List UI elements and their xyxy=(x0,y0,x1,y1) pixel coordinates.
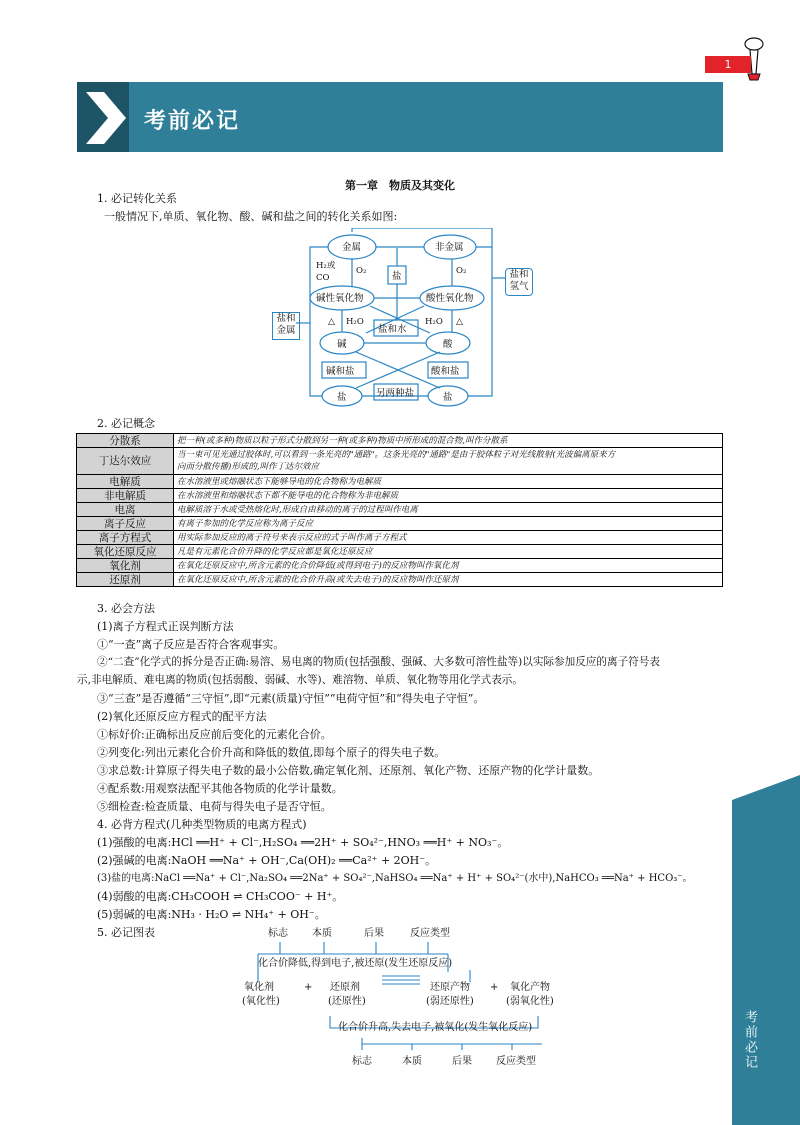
red-product-label: 还原产物 xyxy=(430,982,470,993)
co-label: CO xyxy=(316,273,330,283)
term-cell: 氧化还原反应 xyxy=(77,545,174,559)
table-row xyxy=(77,517,723,531)
section5-heading: 5. 必记图表 xyxy=(97,926,155,939)
bottom-label: 后果 xyxy=(452,1056,472,1067)
h2-or-label: H₂或 xyxy=(316,261,336,271)
term-cell: 电解质 xyxy=(77,475,174,489)
def-cell: 凡是有元素化合价升降的化学反应都是氧化还原反应 xyxy=(174,545,723,559)
two-salts-label: 另两种盐 xyxy=(376,388,415,399)
plus-sign: + xyxy=(490,982,499,993)
section3-line: 示,非电解质、难电离的物质(包括弱酸、弱碱、水等)、难溶物、单质、氧化物等用化学式表示。 xyxy=(77,674,523,686)
side-right-line1: 盐和 xyxy=(509,269,529,280)
metal-label: 金属 xyxy=(342,242,362,253)
section3-line: (2)氧化还原反应方程式的配平方法 xyxy=(97,710,267,723)
section3-line: ⑤细检查:检查质量、电荷与得失电子是否守恒。 xyxy=(97,800,332,813)
red-product-sub: (弱还原性) xyxy=(426,996,474,1007)
table-row xyxy=(77,559,723,573)
acidic-oxide-label: 酸性氧化物 xyxy=(426,293,474,304)
term-cell: 电离 xyxy=(77,503,174,517)
table-row xyxy=(77,448,723,475)
base-salt-label: 碱和盐 xyxy=(326,366,355,377)
def-cell: 有离子参加的化学反应称为离子反应 xyxy=(174,517,723,531)
term-cell: 离子反应 xyxy=(77,517,174,531)
salt-top-label: 盐 xyxy=(392,271,402,282)
table-row xyxy=(77,503,723,517)
table-row xyxy=(77,434,723,448)
acid-salt-label: 酸和盐 xyxy=(431,366,460,377)
def-cell: 在水溶液里或熔融状态下能够导电的化合物称为电解质 xyxy=(174,475,723,489)
section1-intro: 一般情况下,单质、氧化物、酸、碱和盐之间的转化关系如图: xyxy=(104,210,398,223)
def-cell: 把一种(或多种)物质以粒子形式分散到另一种(或多种)物质中所形成的混合物,叫作分散系 xyxy=(174,434,723,448)
conversion-diagram xyxy=(270,228,560,414)
section3-line: ③“三查”是否遵循“三守恒”,即“元素(质量)守恒”“电荷守恒”和“得失电子守恒”。 xyxy=(97,692,485,705)
term-cell: 非电解质 xyxy=(77,489,174,503)
basic-oxide-label: 碱性氧化物 xyxy=(316,293,364,304)
top-label: 后果 xyxy=(364,928,384,939)
plus-sign: + xyxy=(304,982,313,993)
table-row xyxy=(77,531,723,545)
def-cell: 用实际参加反应的离子符号来表示反应的式子叫作离子方程式 xyxy=(174,531,723,545)
section3-line: ①“一查”离子反应是否符合客观事实。 xyxy=(97,638,285,651)
top-label: 本质 xyxy=(312,928,332,939)
salt-left-label: 盐 xyxy=(337,392,347,403)
nonmetal-label: 非金属 xyxy=(435,242,464,253)
side-left-line1: 盐和 xyxy=(276,313,296,324)
def-cell xyxy=(174,448,723,475)
def-line: 向而分散传播)形成的,叫作丁达尔效应 xyxy=(177,462,320,472)
section3-line: ②列变化:列出元素化合价升高和降低的数值,即每个原子的得失电子数。 xyxy=(97,746,446,759)
section3-line: ④配系数:用观察法配平其他各物质的化学计量数。 xyxy=(97,782,343,795)
oxidant-label: 氧化剂 xyxy=(244,982,274,993)
section3-line: (1)离子方程式正误判断方法 xyxy=(97,620,234,633)
top-label: 标志 xyxy=(268,928,288,939)
term-cell: 分散系 xyxy=(77,434,174,448)
equation-line: (5)弱碱的电离:NH₃ · H₂O ⇌ NH₄⁺ + OH⁻。 xyxy=(97,908,326,921)
redox-diagram xyxy=(240,920,580,1095)
reductant-label: 还原剂 xyxy=(330,982,360,993)
section3-line: ③求总数:计算原子得失电子数的最小公倍数,确定氧化剂、还原剂、氧化产物、还原产物的化学计量数。 xyxy=(97,764,600,777)
table-row xyxy=(77,475,723,489)
side-tab xyxy=(732,800,800,1125)
def-cell: 在氧化还原反应中,所含元素的化合价降低(或得到电子)的反应物叫作氧化剂 xyxy=(174,559,723,573)
def-cell: 电解质溶于水或受热熔化时,形成自由移动的离子的过程叫作电离 xyxy=(174,503,723,517)
side-tab-label: 考前必记 xyxy=(742,1010,757,1070)
equation-line: (1)强酸的电离:HCl ══H⁺ + Cl⁻,H₂SO₄ ══2H⁺ + SO₄²⁻,HNO₃ ══H⁺ + NO₃⁻。 xyxy=(97,836,509,849)
bottom-label: 反应类型 xyxy=(496,1056,536,1067)
top-label: 反应类型 xyxy=(410,928,450,939)
side-right-box xyxy=(505,268,533,296)
salt-water-label: 盐和水 xyxy=(378,324,407,335)
section2-heading: 2. 必记概念 xyxy=(97,417,155,430)
bottom-label: 标志 xyxy=(352,1056,372,1067)
ox-product-label: 氧化产物 xyxy=(510,982,550,993)
term-cell: 丁达尔效应 xyxy=(77,448,174,475)
o2-right-label: O₂ xyxy=(456,266,467,276)
o2-left-label: O₂ xyxy=(356,266,367,276)
banner-title: 考前必记 xyxy=(144,109,241,134)
base-label: 碱 xyxy=(337,339,347,350)
table-row xyxy=(77,573,723,587)
oxidant-sub: (氧化性) xyxy=(242,996,280,1007)
page-number: 1 xyxy=(705,56,751,73)
equation-line: (3)盐的电离:NaCl ══Na⁺ + Cl⁻,Na₂SO₄ ══2Na⁺ + SO₄²⁻,NaHSO₄ ══Na⁺ + H⁺ + SO₄²⁻(水中),NaHCO₃ ══Na⁺ + HCO₃⁻。 xyxy=(97,873,693,884)
side-right-line2: 氢气 xyxy=(509,281,529,292)
def-cell: 在氧化还原反应中,所含元素的化合价升高(或失去电子)的反应物叫作还原剂 xyxy=(174,573,723,587)
section1-heading: 1. 必记转化关系 xyxy=(97,192,177,205)
acid-label: 酸 xyxy=(443,339,453,350)
equation-line: (4)弱酸的电离:CH₃COOH ⇌ CH₃COO⁻ + H⁺。 xyxy=(97,890,344,903)
h2o-left-label: H₂O xyxy=(346,317,364,327)
def-line: 当一束可见光通过胶体时,可以看到一条光亮的"通路"。这条光亮的"通路"是由于胶体粒子对光线散射(光波偏离原来方 xyxy=(177,450,616,460)
reductant-sub: (还原性) xyxy=(328,996,366,1007)
term-cell: 离子方程式 xyxy=(77,531,174,545)
term-cell: 还原剂 xyxy=(77,573,174,587)
table-row xyxy=(77,489,723,503)
section3-line: ①标好价:正确标出反应前后变化的元素化合价。 xyxy=(97,728,332,741)
top-line-text: 化合价降低,得到电子,被还原(发生还原反应) xyxy=(258,958,453,969)
term-cell: 氧化剂 xyxy=(77,559,174,573)
chapter-title: 第一章 物质及其变化 xyxy=(345,179,455,192)
section3-heading: 3. 必会方法 xyxy=(97,602,155,615)
concepts-table xyxy=(76,433,723,587)
equation-line: (2)强碱的电离:NaOH ══Na⁺ + OH⁻,Ca(OH)₂ ══Ca²⁺ + 2OH⁻。 xyxy=(97,854,437,867)
def-cell: 在水溶液里和熔融状态下都不能导电的化合物称为非电解质 xyxy=(174,489,723,503)
delta-left: △ xyxy=(328,317,335,327)
h2o-right-label: H₂O xyxy=(425,317,443,327)
section3-line: ②“二查”化学式的拆分是否正确:易溶、易电离的物质(包括强酸、强碱、大多数可溶性盐等)以实际参加反应的离子符号表 xyxy=(97,656,660,668)
ox-product-sub: (弱氧化性) xyxy=(506,996,554,1007)
table-row xyxy=(77,545,723,559)
delta-right: △ xyxy=(456,317,463,327)
section4-heading: 4. 必背方程式(几种类型物质的电离方程式) xyxy=(97,818,307,831)
bottom-label: 本质 xyxy=(402,1056,422,1067)
side-tab-corner xyxy=(732,775,800,800)
side-left-box xyxy=(272,312,300,340)
side-left-line2: 金属 xyxy=(276,325,296,336)
salt-right-label: 盐 xyxy=(443,392,453,403)
bottom-line-text: 化合价升高,失去电子,被氧化(发生氧化反应) xyxy=(338,1022,533,1033)
chevron-right-icon xyxy=(82,90,128,146)
